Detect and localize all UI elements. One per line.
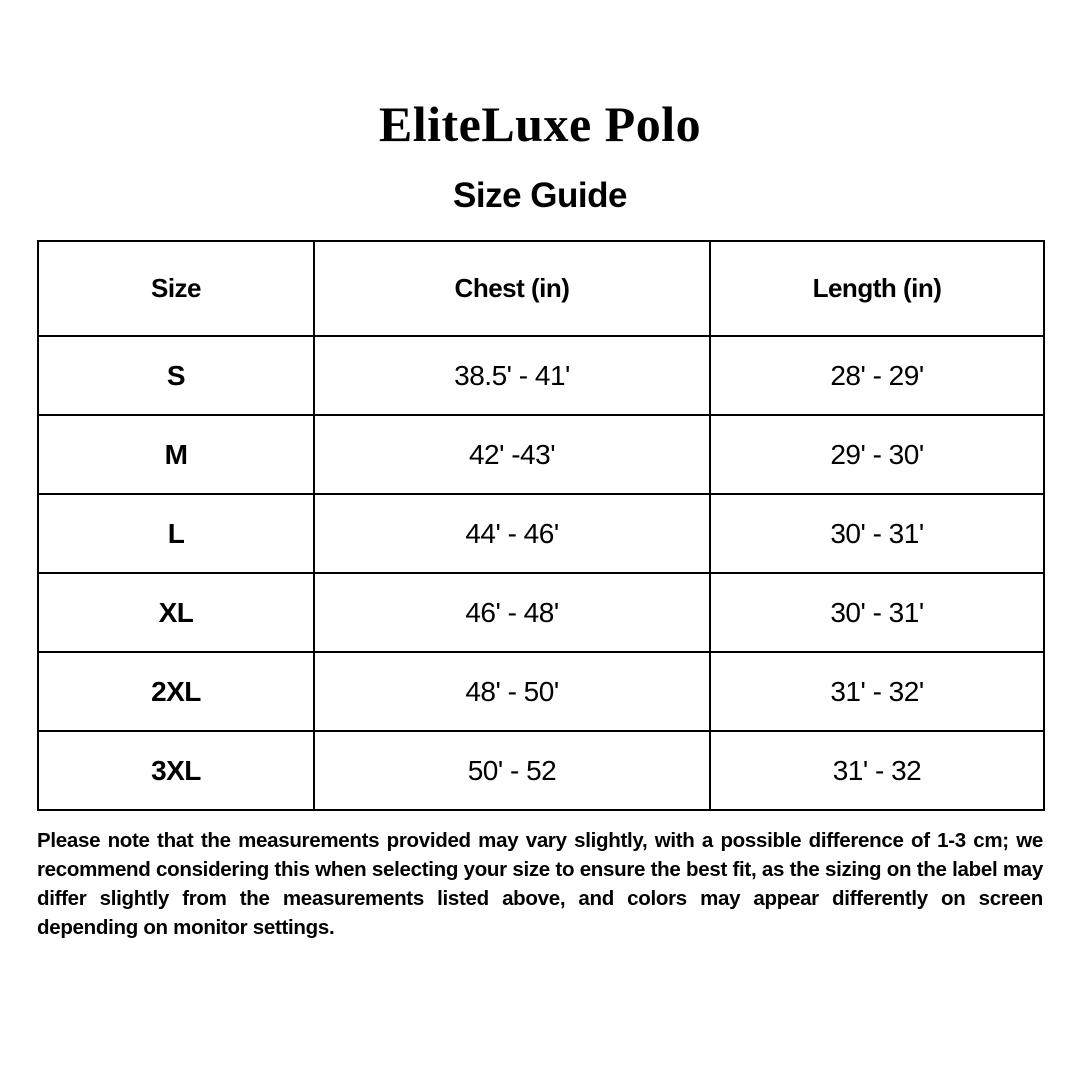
chest-value: 44' - 46': [314, 494, 710, 573]
product-title: EliteLuxe Polo: [378, 96, 702, 152]
size-label: S: [38, 336, 314, 415]
table-row: [38, 652, 1044, 731]
length-value: 28' - 29': [710, 336, 1044, 415]
length-value: 29' - 30': [710, 415, 1044, 494]
size-guide-heading: Size Guide: [453, 176, 627, 215]
header-chest: Chest (in): [314, 241, 710, 336]
size-label: M: [38, 415, 314, 494]
size-label: XL: [38, 573, 314, 652]
header-length: Length (in): [710, 241, 1044, 336]
measurement-disclaimer: Please note that the measurements provided may vary slightly, with a possible difference of 1-3 cm; we recommend considering this when selecting your size to ensure the best fit, as the sizing on the label may differ slightly from the measurements listed above, and colors may appear differently on screen depending on monitor settings.: [37, 829, 1043, 939]
chest-value: 46' - 48': [314, 573, 710, 652]
chest-value: 42' -43': [314, 415, 710, 494]
size-chart-header-row: [38, 241, 1044, 336]
table-row: [38, 494, 1044, 573]
length-value: 30' - 31': [710, 573, 1044, 652]
length-value: 30' - 31': [710, 494, 1044, 573]
table-row: [38, 573, 1044, 652]
chest-value: 38.5' - 41': [314, 336, 710, 415]
size-label: 3XL: [38, 731, 314, 810]
length-value: 31' - 32': [710, 652, 1044, 731]
length-value: 31' - 32: [710, 731, 1044, 810]
size-label: L: [38, 494, 314, 573]
table-row: [38, 415, 1044, 494]
size-chart-table: [37, 240, 1045, 811]
chest-value: 48' - 50': [314, 652, 710, 731]
table-row: [38, 731, 1044, 810]
chest-value: 50' - 52: [314, 731, 710, 810]
header-size: Size: [38, 241, 314, 336]
size-label: 2XL: [38, 652, 314, 731]
table-row: [38, 336, 1044, 415]
